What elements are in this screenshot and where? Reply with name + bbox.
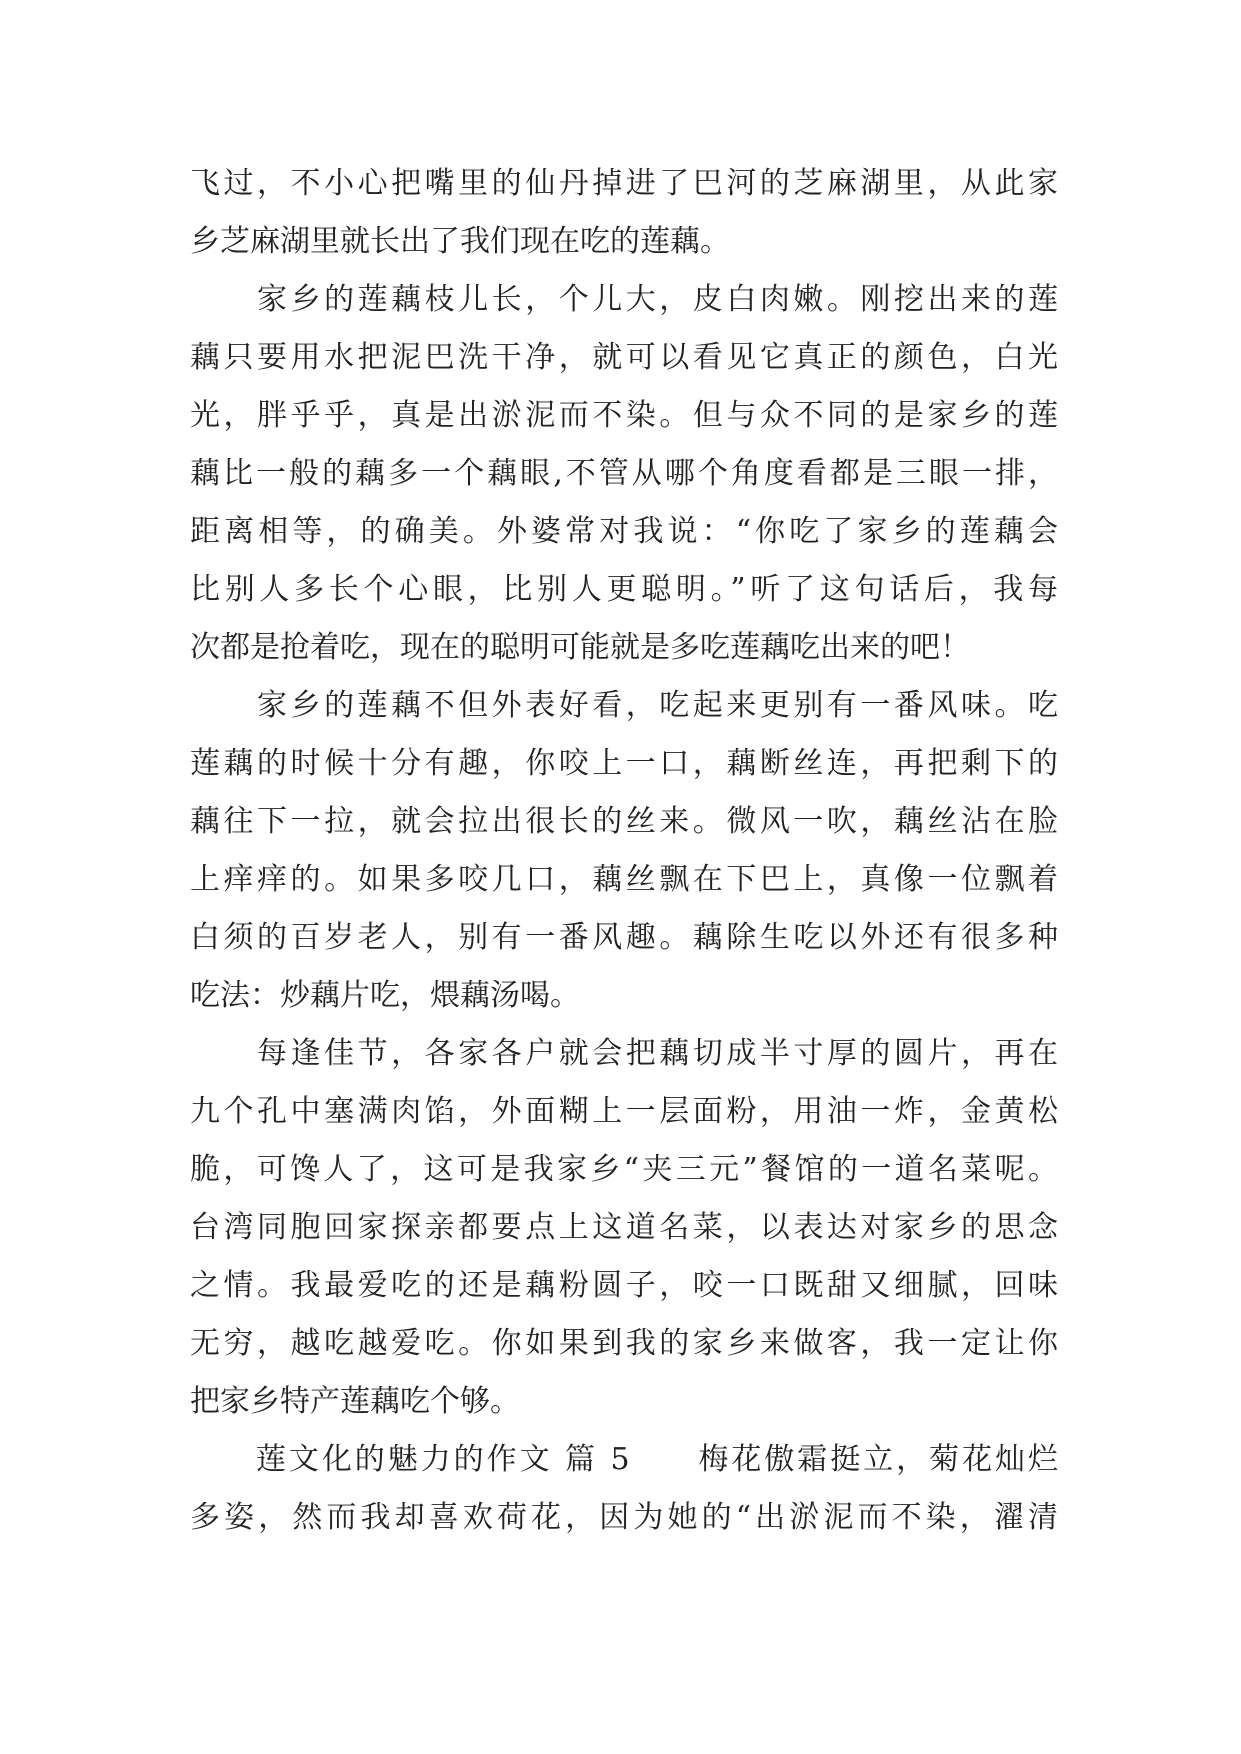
text-line: 莲文化的魅力的作文 篇 5 梅花傲霜挺立，菊花灿烂	[190, 1442, 1058, 1477]
text-line: 飞过，不小心把嘴里的仙丹掉进了巴河的芝麻湖里，从此家	[190, 166, 1058, 201]
text-line: 把家乡特产莲藕吃个够。	[190, 1384, 520, 1419]
text-line: 次都是抢着吃，现在的聪明可能就是多吃莲藕吃出来的吧！	[190, 630, 970, 665]
text-line: 无穷，越吃越爱吃。你如果到我的家乡来做客，我一定让你	[190, 1326, 1058, 1361]
text-line: 藕只要用水把泥巴洗干净，就可以看见它真正的颜色，白光	[190, 340, 1058, 375]
text-line: 光，胖乎乎，真是出淤泥而不染。但与众不同的是家乡的莲	[190, 398, 1058, 433]
text-line: 多姿，然而我却喜欢荷花，因为她的“出淤泥而不染，濯清	[190, 1500, 1058, 1535]
text-line: 家乡的莲藕枝儿长，个儿大，皮白肉嫩。刚挖出来的莲	[190, 282, 1058, 317]
text-line: 莲藕的时候十分有趣，你咬上一口，藕断丝连，再把剩下的	[190, 746, 1058, 781]
text-line: 白须的百岁老人，别有一番风趣。藕除生吃以外还有很多种	[190, 920, 1058, 955]
text-line: 乡芝麻湖里就长出了我们现在吃的莲藕。	[190, 224, 730, 259]
text-line: 比别人多长个心眼，比别人更聪明。”听了这句话后，我每	[190, 572, 1058, 607]
text-line: 家乡的莲藕不但外表好看，吃起来更别有一番风味。吃	[190, 688, 1058, 723]
text-line: 之情。我最爱吃的还是藕粉圆子，咬一口既甜又细腻，回味	[190, 1268, 1058, 1303]
text-line: 台湾同胞回家探亲都要点上这道名菜，以表达对家乡的思念	[190, 1210, 1058, 1245]
text-line: 吃法：炒藕片吃，煨藕汤喝。	[190, 978, 580, 1013]
text-line: 藕往下一拉，就会拉出很长的丝来。微风一吹，藕丝沾在脸	[190, 804, 1058, 839]
text-line: 距离相等，的确美。外婆常对我说：“你吃了家乡的莲藕会	[190, 514, 1058, 549]
text-line: 每逢佳节，各家各户就会把藕切成半寸厚的圆片，再在	[190, 1036, 1058, 1071]
text-line: 藕比一般的藕多一个藕眼,不管从哪个角度看都是三眼一排，	[190, 456, 1058, 491]
text-line: 脆，可馋人了，这可是我家乡“夹三元”餐馆的一道名菜呢。	[190, 1152, 1058, 1187]
text-line: 上痒痒的。如果多咬几口，藕丝飘在下巴上，真像一位飘着	[190, 862, 1058, 897]
essay-body	[190, 155, 1058, 1547]
text-line: 九个孔中塞满肉馅，外面糊上一层面粉，用油一炸，金黄松	[190, 1094, 1058, 1129]
